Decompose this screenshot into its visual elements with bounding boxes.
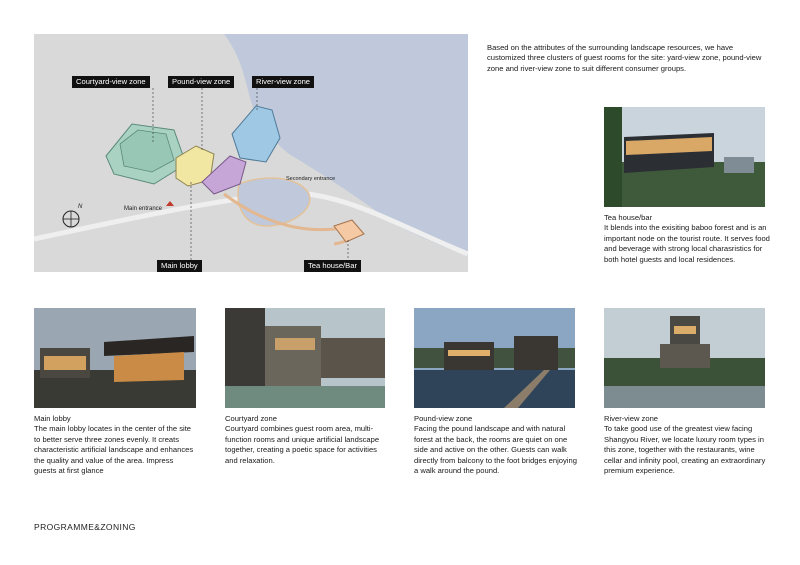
tea-house-caption <box>604 213 770 265</box>
north-label: N <box>78 204 83 210</box>
river-view-photo <box>604 308 765 408</box>
courtyard-text: Courtyard combines guest room area, multi-function rooms and unique artificial landscape together, creating a poetic space for activities and relaxation. <box>225 424 380 465</box>
site-plan-drawing <box>34 34 468 272</box>
tea-house-title: Tea house/bar <box>604 213 653 222</box>
label-secondary-entrance: Secondary entrance <box>286 176 336 182</box>
label-pound: Pound-view zone <box>168 76 234 88</box>
tea-house-text: It blends into the exisiting baboo forest and is an important node on the tourist route. It serves food and beverage with strong local charasristics for both hotel guests and local residences. <box>604 223 770 264</box>
pound-view-photo <box>414 308 575 408</box>
label-main-entrance: Main entrance <box>124 206 163 212</box>
river-view-text: To take good use of the greatest view facing Shangyou River, we locate luxury room types in this zone, together with the restaurants, wine cellar and infinity pool, creating an extraordinary premium experience. <box>604 424 766 476</box>
courtyard-photo <box>225 308 385 408</box>
river-view-title: River-view zone <box>604 414 659 423</box>
intro-text: Based on the attributes of the surrounding landscape resources, we have customized three clusters of guest rooms for the site: yard-view zone, pound-view zone and river-view zone to suit different consumer groups. <box>487 43 762 73</box>
label-lobby: Main lobby <box>157 260 202 272</box>
page-footer: PROGRAMME&ZONING <box>34 522 136 532</box>
main-lobby-text: The main lobby locates in the center of the site to better serve three zones evenly. It creats characteristic artificial landscape and enhances the quality and value of the area. Impress guests at first glance <box>34 424 194 476</box>
label-river: River-view zone <box>252 76 314 88</box>
pound-view-text: Facing the pound landscape and with natural forest at the back, the rooms are quiet on one side and active on the other. Guests can walk directly from balcony to the foot bridges enjoying a walk around the pound. <box>414 424 577 476</box>
tea-house-photo <box>604 107 765 207</box>
river-view-caption <box>604 414 768 476</box>
label-courtyard: Courtyard-view zone <box>72 76 150 88</box>
site-plan <box>34 34 468 272</box>
pound-view-caption <box>414 414 578 476</box>
main-lobby-caption <box>34 414 194 476</box>
pound-view-title: Pound-view zone <box>414 414 473 423</box>
north-arrow-icon <box>62 204 83 228</box>
courtyard-caption <box>225 414 391 466</box>
courtyard-title: Courtyard zone <box>225 414 277 423</box>
label-tea: Tea house/Bar <box>304 260 361 272</box>
main-lobby-photo <box>34 308 196 408</box>
main-lobby-title: Main lobby <box>34 414 71 423</box>
